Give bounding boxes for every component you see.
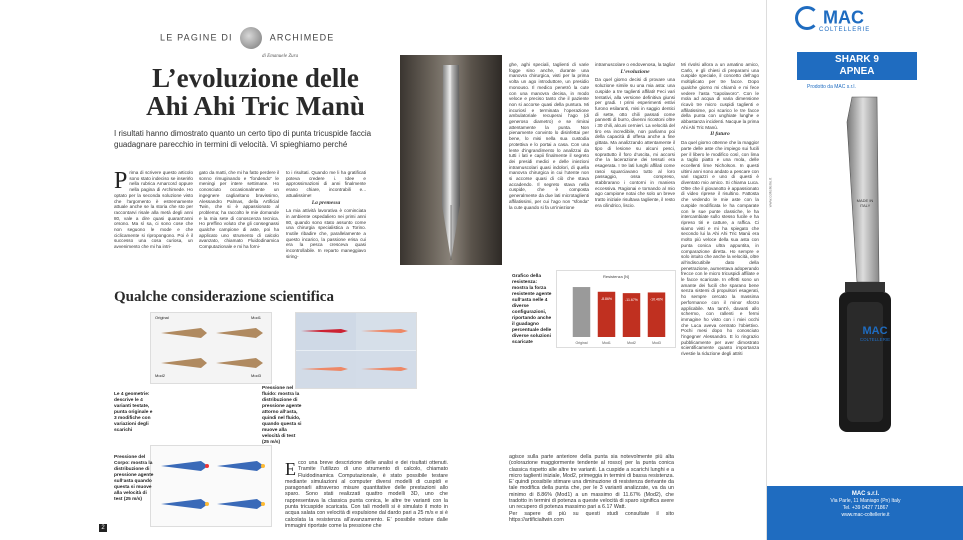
- chart-data-label: -10.46%: [649, 297, 664, 302]
- column-3: [286, 170, 366, 330]
- chart-category-label: Mod1: [602, 341, 611, 345]
- col6-text: Mi rivolsi allora a un amatino amico, Carlo, e gli chiesi di preparami una cuspide speciale, il concetto dell’ago moltiplicato per tre facce. Dopo qualche giorno mi chiamò e mi fece vedere l’asta “capolavoro”. Con le mola ad acqua di varia dimensione ricavò tre micro cuspidi taglienti e affilatissime, poi scarico le tre facce della punta con unghiate lunghe e abbastanza incidenti. Nacque la prima Ahi Ahi Tric Manù.: [681, 62, 759, 130]
- subhead-futuro: Il futuro: [710, 131, 730, 138]
- ad-tagline: Prodotto da MAC s.r.l.: [807, 84, 856, 90]
- col3-text2: La mia attività lavorativa è cominciata in ambiente ospedaliero nei primi anni 80, quando sono stato assunto come una chirurgia specialistica a Torino. Inutile ribadire che, parallelamente a questo incarico, la passione erisa cui era la pesca cresceva quasi incontrollabile. In reparto maneggiavo siring-: [286, 208, 366, 259]
- body-pressure-image: [150, 445, 272, 527]
- drag-chart: [556, 270, 676, 348]
- geometries-image: [150, 312, 272, 384]
- column-1: [114, 170, 193, 330]
- body-pressure-svg: [151, 446, 271, 526]
- fluid-pressure-svg: [296, 313, 416, 388]
- ad-handle-brand: MAC: [862, 325, 888, 337]
- column-2: gato da matti, che mi ha fatto perdere il sonno rimuginando e “fondendo” le meningi per intere settimane. Ho conosciuto occasionalmente un ingegnere cagliaritano bravissimo, Alessandro Palmas, della Artificial Twin, che si è appassionato al problema; ha raccolto le mie domande e la mia sete di conoscenza tecnica. Ho preffino voluto che gli consegnassi qualche campione di aste, poi ha applicato uno strumento di calcolo avanzato, chiamato Fluidodinamica Computazionale e mi ha forni-: [199, 170, 279, 250]
- column-4: ghe, aghi speciali, taglienti di varie fogge sino anche, durante una manovra chirurgica, visti per la prima volta un ago introduttore, un presidio monouso. Il medico penetrò la cute con una manovra decisa, in modo veloce e preciso tanto che il paziente non si accorse quasi della puntura. Mi incuriosì e terminata l’operazione ambulatoriale recuperai l’ago (di generoso diametro) e se rimirai attentamente la punta. Non pienamente convinto lo disinfettai per bene, lo misi nella sua custodia protettiva e lo portai a casa. Con una lente d’ingrandimento lo analizzai da tutti i lati e capii finalmente il segreto dei presidi medici e delle iniezioni intramuscolari quasi indolori, di quella manovra chirurgica in cui l’utente non si accorse quasi di ciò che stava accadendo. Il segreto stava nella cuspide, che è composta generalmente da due lati microtaglienti affilatissimi, per cui l’ago non “sfonda” la cute quando si fa un’iniezione: [509, 62, 589, 210]
- caption-fluid-pressure: Pressione nel fluido: mostra la distribuzione di pressione agente attorno all’asta, quindi nel fluido, quando questa si muove alla velocità di test (25 m/s): [262, 386, 302, 445]
- article-title: [128, 64, 383, 120]
- ad-brand-sub: COLTELLERIE: [819, 27, 871, 33]
- chart-data-label: -8.86%: [600, 296, 613, 301]
- bottom-column-1: [285, 460, 448, 532]
- spear-tip-photo: [400, 55, 502, 265]
- title-line-2: Ahi Ahi Tric Manù: [146, 91, 365, 121]
- ad-logo: [795, 6, 935, 34]
- ad-product-box: [797, 52, 917, 80]
- rubric: [160, 27, 400, 49]
- ad-side-text: www.coltellerie.it: [767, 177, 773, 208]
- ad-blade-text: MADE IN ITALY: [856, 198, 874, 208]
- ad-phone: Tel. +39 0427 71867: [842, 505, 889, 511]
- bottom-col2-text: agisce sulla parte anteriore della punta sia notevolmente più alta (colorazione maggiormente tendente al rosso) per la punta conica classica rispetto alle altre tre varianti. La cuspide a scarichi lunghi e a micro taglienti iniziale, Mod2, primeggia in termini di bassa resistenza. E’ quindi possibile stimare una diminuzione di resistenza derivante da tale modifica della punta che, per le 3 varianti analizzate, va da un minimo di 8.86% (Mod1) a un massimo di 11.67% (Mod2), che tradotto in termini di potenza a queste velocità di sparo significa avere un recupero di potenza massimo pari a 6.17 Watt.: [509, 454, 674, 511]
- spear-tip-svg: [400, 55, 502, 265]
- ad-brand: MAC: [823, 7, 864, 28]
- ad-logo-swirl-icon: [795, 6, 819, 30]
- archimedes-portrait-icon: [240, 27, 262, 49]
- ad-company: MAC s.r.l.: [851, 491, 880, 497]
- chart-title: Resistenza [N]: [602, 274, 630, 279]
- col1-text: rima di scrivere questo articolo sono stato indeciso se inserirlo nella rubrica Amarcord oppure nella pagina di Archimede. Ho optato per la seconda soluzione visto che l’argomento è estremamente attuale anche se la storia che sto per raccontarvi risale alla metà degli anni 80, vale a dire quasi quarant’anni orsono. Ma sì sa, ci sono cose che non seguono le mode e che ciclicamente si ripropongono. Poi è il successo una cosa curiosa, un avvenimento che mi ha intri-: [114, 170, 193, 250]
- fluid-pressure-image: [295, 312, 417, 389]
- chart-data-label: -11.67%: [625, 298, 638, 303]
- subhead-evoluzione: L’evoluzione: [620, 68, 650, 75]
- geom-label-mod3: Mod3: [251, 373, 262, 378]
- col5-text: intramuscolare o endovenosa, la taglia!: [595, 62, 675, 67]
- caption-geometries: Le 4 geometrie: descrive le 4 varianti testate, punta originale e 3 modifiche con variazioni degli scarichi: [114, 392, 153, 433]
- chart-category-label: Original: [575, 341, 588, 345]
- chart-bar-original: [573, 287, 591, 337]
- caption-body-pressure: Pressione del Corpo: mostra la distribuzione di pressione agente sull’asta quando questa si muove alla velocità di test (25 m/s): [114, 455, 154, 502]
- column-5: [595, 62, 675, 267]
- caption-drag-chart: Grafico della resistenza: mostra la forza resistente agente sull’asta nelle 4 diverse configurazioni, riportando anche il guadagno percentuale delle diverse soluzioni scaricate: [512, 274, 552, 345]
- ad-product-sub: APNEA: [839, 66, 875, 77]
- author-byline: di Emanuele Zura: [262, 54, 299, 59]
- ad-footer: [767, 486, 963, 540]
- section-title: Qualche considerazione scientifica: [114, 289, 334, 305]
- col5-text2: Da quel giorno decisi di provare una soluzione simile su una mia asta: una cuspide a tre taglienti affilati! Feci vari tentativi, alla versione definitiva giunsi per gradi. I primi esperimenti estivi furono esilaranti, misi in saggio dentici di sette, otto chili passati come pannetti di burro, divenni ricostoni oltre i 30 chili, alcuni cernieri. La velocità del tiro era incredibile, non parliamo poi della capacità di offesa anche a fine gittata. Ma analizzando attentamente il tipo di lesione su alcuni pesci, soprattutto il foro d’uscita, mi accorsi che la lacerazione dei tessuti era esagerata. I tre lati lunghi affilati come rasoi squarciavano tutto al loro passaggio, ossa compreso, stabbrarano i contorni in maniera eccessiva. Ragionai e tornando al mio ago campione notai che solo un breve tratto iniziale risultava tagliente, il resto era cilindrico, liscio.: [595, 77, 675, 208]
- rubric-left: LE PAGINE DI: [160, 32, 233, 43]
- geom-label-original: Original: [155, 315, 169, 320]
- bottom-dropcap: E: [285, 460, 296, 479]
- chart-category-label: Mod2: [627, 341, 636, 345]
- ad-website: www.mac-coltellerie.it: [841, 512, 890, 518]
- ad-handle-sub: COLTELLERIE: [859, 337, 891, 342]
- standfirst: I risultati hanno dimostrato quanto un certo tipo di punta tricuspide faccia guadagnare parecchio in termini di velocità. Vi spieghiamo perché: [114, 129, 372, 149]
- col3-text: to i risultati. Quando me li ha gratificati poteva credere i. Idee e approssimazioni di anni finalmente erano chiare, incontrabili e... attualissime!: [286, 170, 366, 198]
- advertisement: [766, 0, 963, 540]
- chart-category-label: Mod3: [652, 341, 661, 345]
- ad-handle-logo: [847, 325, 903, 342]
- col6-text2: Da quel giorno ottenne che la maggior parte delle aste che impiego sui fucili per il libero le modifico così, con lima a taglio piatto e una mola, delle eccellenti lime Nicholson. In questi ultimi anni sono andato a pescare con vari ragazzi e uno di questi è diventato mio amico. Si chiama Luca. Oltre che il giovanotto è appassionato di video riprese il risultino. Fattosta che vedendo le mie aste con la cuspide modificata le ha comparate con le sue punte classiche, le ha intercambiate sullo stesso fucile e ha ripreso tiri e catture, a raffica. Ci siamo visti e mi ha spiegato che secondo lui la Ahi Ahi Tric Manù era molto più veloce della sua asta con punta conica ultra appuntita, in comparazione diretta. Ho sempre e solo intuito che anche la velocità, oltre all’indiscutibile dato della penetrazione, aumentava adoperando frecce con le micro tricuspidi affilate e le facce scaricate. In effetti sono un amante dei fucili che sparano bene senza sistemi di propulsori esagerati, ho sempre cercato la massima performance con il minor sforzo applicabile. Ma tant’è, davanti allo schermo, con rallenti e fermi immagine ho visto con i miei occhi che Luca aveva centrato l’obiettivo. Pochi mesi dopo ho conosciuto l’ingegner Alessandro. E lo ringrazio pubblicamente per aver dimostrato scientificamente quanto importanza rivestie la riduzione degli attriti: [681, 140, 759, 357]
- subhead-premessa: La premessa: [311, 199, 341, 206]
- bottom-col2-text2: Per sapere di più su questi studi consultate il sito https://artificialtwin.com: [509, 510, 674, 523]
- geom-label-mod2: Mod2: [155, 373, 166, 378]
- dropcap: P: [114, 170, 128, 194]
- column-6: [681, 62, 759, 527]
- page-number: 2: [99, 524, 107, 532]
- geom-label-mod1: Mod1: [251, 315, 262, 320]
- knife-image: [807, 92, 917, 442]
- ad-address: Via Parle, 11 Maniago (Pn) Italy: [830, 498, 901, 504]
- drag-chart-svg: [557, 271, 675, 347]
- rubric-right: ARCHIMEDE: [269, 32, 335, 43]
- bottom-col1-text: cco una breve descrizione delle analisi e dei risultati ottenuti. Tramite l’utilizzo di uno strumento di calcolo, chiamato Fluidodinamica Computazionale, è stato possibile testare mediante simulazioni al computer diversi modelli di cuspidi e paragonarli attraverso misure quantitative delle prestazioni allo sparo. Sono stati realizzati quattro modelli 3D, uno che rappresentava la classica punta conica, le altre tre varianti con la punta tricuspide scaricata. Con tali modelli si è simulato il moto in acqua salata con velocità di espulsione dal dardo pari a 25 m/s e si è calcolata la resistenza all’avanzamento. E’ possibile notare dalle immagini riportate come la pressione che: [285, 460, 448, 529]
- bottom-column-2: [509, 454, 674, 534]
- ad-product-name: SHARK 9: [835, 54, 879, 65]
- title-line-1: L’evoluzione delle: [152, 63, 359, 93]
